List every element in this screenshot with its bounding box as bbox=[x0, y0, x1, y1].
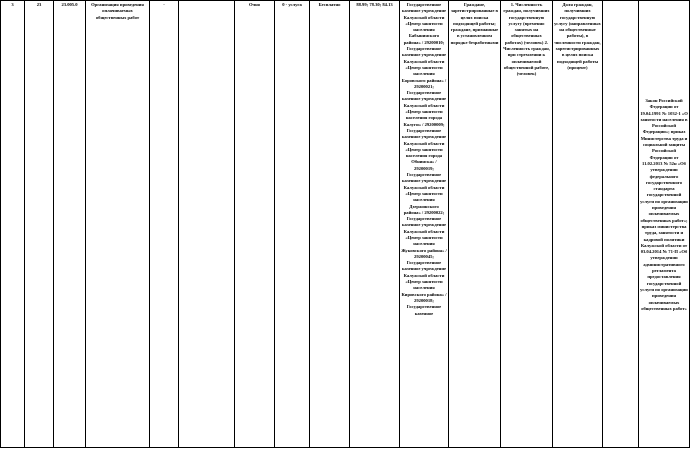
cell-okved-codes: 88.99; 78.30; 84.13 bbox=[350, 1, 400, 448]
cell-indicators: 1. Численность граждан, получивших государственную услугу (временно занятых на общественных работах) (человек) 2. Численность граждан, при стремлении к оплачиваемой общественной работе, (человек) bbox=[501, 1, 553, 448]
cell-dash: - bbox=[150, 1, 179, 448]
cell-empty-2 bbox=[603, 1, 639, 448]
cell-form: Очно bbox=[235, 1, 275, 448]
cell-payment: Бесплатно bbox=[310, 1, 350, 448]
cell-quality: Доля граждан, получивших государственную услугу (направленных на общественные работы), в численности граждан, зарегистрированных в целях поиска подходящей работы (процент) bbox=[553, 1, 603, 448]
cell-consumers: Граждане, зарегистрированные в целях поиска подходящей работы; граждане, признанные в установленном порядке безработными bbox=[449, 1, 501, 448]
cell-legal-basis: Закон Российской Федерации от 19.04.1991 № 1032-1 «О занятости населения в Российской Федерации»; приказ Министерства труда и социальной защиты Российской Федерации от 11.02.2013 № 52н «Об утверждении федерального государственного стандарта государственной услуги по организации проведения оплачиваемых общественных работ»; приказ министерства труда, занятости и кадровой политики Калужской области от 03.04.2014 № 71-П «Об утверждении административного регламента предоставления государственной услуги по организации проведения оплачиваемых общественных работ» bbox=[639, 1, 690, 448]
cell-service-name: Организация проведения оплачиваемых общественных работ bbox=[86, 1, 150, 448]
cell-unit: 0 - услуга bbox=[275, 1, 310, 448]
cell-code: 23 bbox=[25, 1, 54, 448]
cell-row-number: 3 bbox=[1, 1, 25, 448]
cell-providers: Государственное казенное учреждение Калужской области «Центр занятости населения Бабынинского района» / 29200010; Государственное казенное учреждение Калужской области «Центр занятости населения Боровского района» / 29200021; Государственное казенное учреждение Калужской области «Центр занятости населения города Калуги» / 29200009; Государственное казенное учреждение Калужской области «Центр занятости населения города Обнинска» / 29200019; Государственное казенное учреждение Калужской области «Центр занятости населения Дзержинского района» / 29200022; Государственное казенное учреждение Калужской области «Центр занятости населения Жуковского района» / 29200045; Государственное казенное учреждение Калужской области «Центр занятости населения Кировского района» / 29200018; Государственное казенное bbox=[400, 1, 449, 448]
cell-empty-1 bbox=[179, 1, 235, 448]
cell-okved: 23.005.0 bbox=[54, 1, 86, 448]
table-row bbox=[1, 1, 690, 448]
